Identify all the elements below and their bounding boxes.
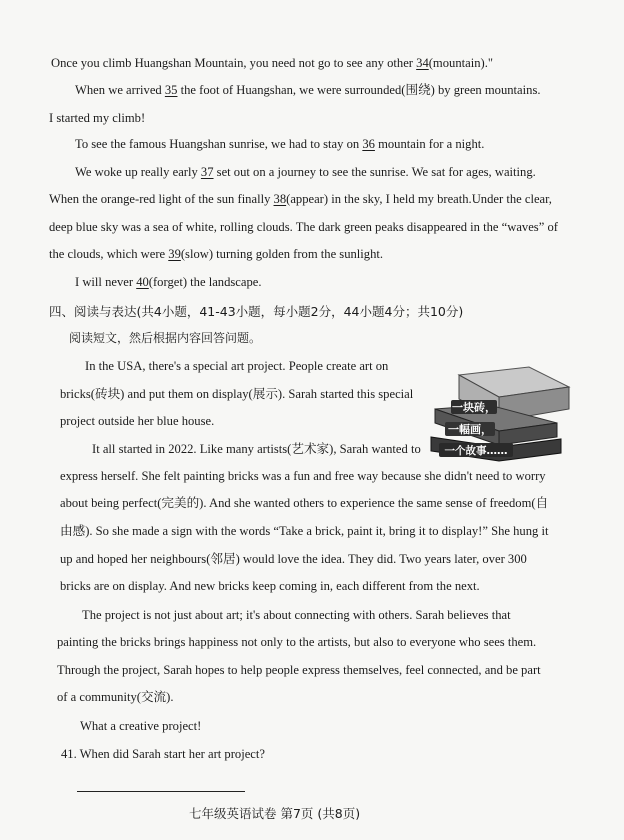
line-text: I will never xyxy=(75,275,137,289)
blank-34: 34 xyxy=(416,56,429,70)
passage-line: What a creative project! xyxy=(80,719,202,733)
passage-line: project outside her blue house. xyxy=(60,414,215,428)
brick-label-1: 一块砖， xyxy=(452,401,496,414)
passage-line: The project is not just about art; it's about connecting with others. Sarah believes that xyxy=(82,608,511,622)
passage-line: up and hoped her neighbours(邻居) would love the idea. They did. Two years later, over 300 xyxy=(60,552,527,566)
line-text: When the orange-red light of the sun finally xyxy=(49,192,274,206)
question-41: 41. When did Sarah start her art project? xyxy=(61,747,265,761)
blank-37: 37 xyxy=(200,165,214,179)
cloze-line-39 xyxy=(49,246,383,262)
cloze-line-37 xyxy=(75,164,536,180)
passage-line: of a community(交流). xyxy=(57,690,174,704)
blank-35: 35 xyxy=(164,83,178,97)
brick-label-3: 一个故事…… xyxy=(444,445,508,457)
line-text: (forget) the landscape. xyxy=(148,275,262,289)
passage-line: It all started in 2022. Like many artists(艺术家), Sarah wanted to xyxy=(92,442,421,456)
passage-line: In the USA, there's a special art project. People create art on xyxy=(85,359,389,373)
cloze-line-38 xyxy=(49,191,552,207)
cloze-line-34 xyxy=(51,55,493,71)
instruction: 阅读短文，然后根据内容回答问题。 xyxy=(69,331,262,345)
passage-line: express herself. She felt painting bricks was a fun and free way because she didn't need to worry xyxy=(60,469,546,483)
line-text: deep blue sky was a sea of white, rolling clouds. The dark green peaks disappeared in the “waves” of xyxy=(49,220,558,234)
answer-line xyxy=(77,791,245,792)
line-text: set out on a journey to see the sunrise. We sat for ages, waiting. xyxy=(213,165,536,179)
line-text: (appear) in the sky, I held my breath.Under the clear, xyxy=(286,192,552,206)
cloze-line-climb xyxy=(49,110,145,126)
line-text: (slow) turning golden from the sunlight. xyxy=(180,247,384,261)
cloze-line-clouds xyxy=(49,219,558,235)
blank-36: 36 xyxy=(362,137,375,151)
page-footer: 七年级英语试卷 第7页 (共8页) xyxy=(189,806,361,821)
passage-line: 由感). So she made a sign with the words “Take a brick, paint it, bring it to display!” She hung it xyxy=(60,524,549,538)
line-text: Once you climb Huangshan Mountain, you need not go to see any other xyxy=(51,56,417,70)
cloze-line-36 xyxy=(75,136,484,152)
line-text: mountain for a night. xyxy=(374,137,485,151)
brick-illustration xyxy=(429,365,575,463)
line-text: the clouds, which were xyxy=(49,247,169,261)
line-text: I started my climb! xyxy=(49,111,146,125)
line-text: We woke up really early xyxy=(75,165,201,179)
passage-line: Through the project, Sarah hopes to help people express themselves, feel connected, and be part xyxy=(57,663,541,677)
blank-38: 38 xyxy=(273,192,287,206)
passage-line: bricks are on display. And new bricks keep coming in, each different from the next. xyxy=(60,579,480,593)
blank-40: 40 xyxy=(136,275,149,289)
line-text: When we arrived xyxy=(75,83,165,97)
passage-line: painting the bricks brings happiness not only to the artists, but also to everyone who sees them. xyxy=(57,635,537,649)
passage-line: bricks(砖块) and put them on display(展示). Sarah started this special xyxy=(60,387,414,401)
line-text: the foot of Huangshan, we were surrounded(围绕) by green mountains. xyxy=(177,83,541,97)
line-text: (mountain)." xyxy=(428,56,493,70)
blank-39: 39 xyxy=(168,247,181,261)
section-title: 四、阅读与表达(共4小题，41-43小题，每小题2分，44小题4分；共10分) xyxy=(49,304,464,319)
line-text: To see the famous Huangshan sunrise, we had to stay on xyxy=(75,137,363,151)
cloze-line-40 xyxy=(75,274,262,290)
passage-line: about being perfect(完美的). And she wanted others to experience the same sense of freedom(自 xyxy=(60,496,549,510)
brick-label-2: 一幅画， xyxy=(448,423,492,436)
cloze-line-35 xyxy=(75,82,541,98)
